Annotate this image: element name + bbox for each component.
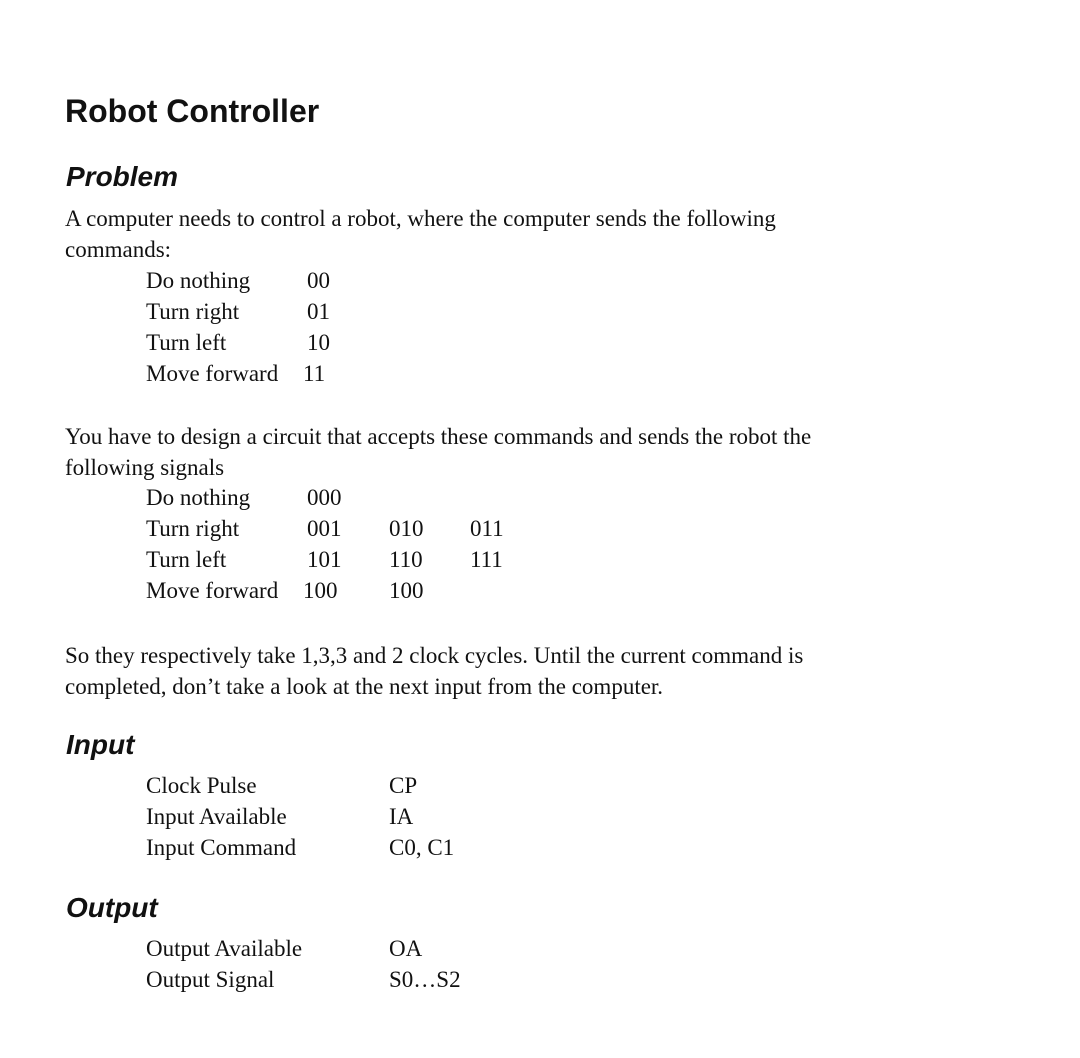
timing-note-line: completed, don’t take a look at the next input from the computer.: [65, 674, 664, 699]
output-symbol: OA: [389, 936, 423, 961]
signal-code: 001: [307, 516, 342, 541]
input-symbol: C0, C1: [389, 835, 455, 860]
signal-code: 100: [389, 578, 424, 603]
problem-intro-line: A computer needs to control a robot, where the computer sends the following: [65, 206, 776, 231]
command-code: 00: [307, 268, 330, 293]
signal-name: Turn right: [146, 516, 240, 541]
timing-note: [65, 640, 965, 702]
design-line: following signals: [65, 455, 225, 480]
design-paragraph: [65, 421, 965, 483]
command-code: 11: [303, 361, 326, 386]
signal-code: 100: [303, 578, 338, 603]
signal-name: Move forward: [146, 578, 279, 603]
input-name: Clock Pulse: [146, 773, 257, 798]
output-symbol: S0…S2: [389, 967, 461, 992]
design-line: You have to design a circuit that accepts these commands and sends the robot the: [65, 424, 812, 449]
signal-code: 000: [307, 485, 342, 510]
signal-code: 111: [470, 547, 503, 572]
command-name: Move forward: [146, 361, 279, 386]
command-name: Turn right: [146, 299, 240, 324]
command-name: Turn left: [146, 330, 227, 355]
output-heading: Output: [66, 892, 158, 923]
input-symbol: IA: [389, 804, 414, 829]
command-code: 01: [307, 299, 330, 324]
command-code: 10: [307, 330, 330, 355]
output-name: Output Available: [146, 936, 303, 961]
input-name: Input Available: [146, 804, 287, 829]
signal-code: 010: [389, 516, 424, 541]
problem-intro-line: commands:: [65, 237, 172, 262]
signal-name: Do nothing: [146, 485, 251, 510]
signal-code: 110: [389, 547, 423, 572]
signal-code: 011: [470, 516, 504, 541]
signal-code: 101: [307, 547, 342, 572]
signal-name: Turn left: [146, 547, 227, 572]
problem-intro: [65, 203, 965, 265]
timing-note-line: So they respectively take 1,3,3 and 2 clock cycles. Until the current command is: [65, 643, 804, 668]
page-title: Robot Controller: [65, 93, 320, 129]
command-name: Do nothing: [146, 268, 251, 293]
input-name: Input Command: [146, 835, 297, 860]
output-name: Output Signal: [146, 967, 275, 992]
input-heading: Input: [66, 729, 135, 760]
input-symbol: CP: [389, 773, 418, 798]
problem-heading: Problem: [66, 161, 179, 192]
